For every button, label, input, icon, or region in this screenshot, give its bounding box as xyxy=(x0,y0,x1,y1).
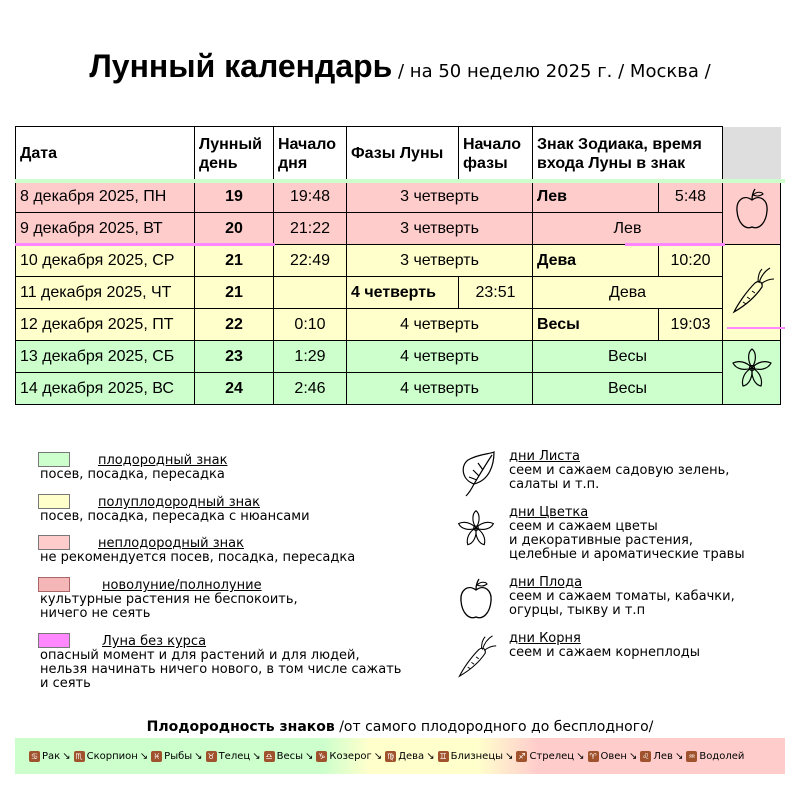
zodiac-sign-item xyxy=(686,751,744,762)
legend-desc: посев, посадка, пересадка xyxy=(40,467,225,482)
zodiac-sign-name: Овен xyxy=(600,750,627,762)
cell-date: 12 декабря 2025, ПТ xyxy=(16,309,195,341)
header-day-start: Начало дня xyxy=(274,127,347,181)
side-flower-cell xyxy=(723,341,781,405)
zodiac-glyph-icon: ♋ xyxy=(30,751,39,761)
void-moon-stripe xyxy=(15,243,275,246)
carrot-icon xyxy=(728,264,776,316)
arrow-icon: ↘ xyxy=(252,750,261,762)
cell-lunar-day: 20 xyxy=(195,213,274,245)
cell-date: 8 декабря 2025, ПН xyxy=(16,181,195,213)
daytype-title: дни Цветка xyxy=(509,505,589,520)
zodiac-sign-name: Весы xyxy=(276,750,303,762)
cell-sign-time: 10:20 xyxy=(659,245,723,277)
zodiac-sign-name: Козерог xyxy=(329,750,372,762)
zodiac-sign-name: Стрелец xyxy=(529,750,575,762)
zodiac-glyph-icon: ♒ xyxy=(688,751,696,761)
arrow-icon: ↘ xyxy=(373,750,383,762)
zodiac-sign-name: Близнецы xyxy=(450,750,504,762)
table-row xyxy=(16,341,781,373)
flower-icon xyxy=(728,346,776,394)
daytype-desc: сеем и сажаем томаты, кабачки, огурцы, тыкву и т.п xyxy=(509,589,735,618)
cell-phase: 3 четверть xyxy=(347,213,533,245)
cell-phase: 3 четверть xyxy=(347,245,533,277)
legend-desc: опасный момент и для растений и для людей, нельзя начинать ничего нового, в том числе сажать и сеять xyxy=(40,648,402,691)
lunar-calendar-table xyxy=(15,126,781,405)
zodiac-glyph-icon: ♎ xyxy=(265,751,273,761)
header-phase-start: Начало фазы xyxy=(459,127,533,181)
daytype-title: дни Корня xyxy=(509,631,581,646)
apple-icon xyxy=(454,576,498,624)
legend-swatch-void xyxy=(38,633,70,648)
table-row xyxy=(16,245,781,277)
cell-sign: Лев xyxy=(533,181,659,213)
header-phase: Фазы Луны xyxy=(347,127,459,181)
zodiac-sign-item xyxy=(640,751,686,762)
zodiac-sign-item xyxy=(29,751,74,762)
arrow-icon: ↘ xyxy=(194,750,203,762)
cell-sign: Весы xyxy=(533,373,723,405)
legend-name: плодородный знак xyxy=(98,453,228,468)
zodiac-glyph-icon: ♉ xyxy=(207,751,215,761)
zodiac-glyph-icon: ♓ xyxy=(153,751,161,761)
header-lunar-day: Лунный день xyxy=(195,127,274,181)
arrow-icon: ↘ xyxy=(62,750,71,762)
legend-name: неплодородный знак xyxy=(98,536,244,551)
header-date: Дата xyxy=(16,127,195,181)
zodiac-sign-name: Рыбы xyxy=(164,750,193,762)
cell-date: 9 декабря 2025, ВТ xyxy=(16,213,195,245)
cell-sign-time: 5:48 xyxy=(659,181,723,213)
zodiac-sign-item xyxy=(438,751,517,762)
cell-lunar-day: 24 xyxy=(195,373,274,405)
arrow-icon: ↘ xyxy=(426,750,435,762)
cell-date: 13 декабря 2025, СБ xyxy=(16,341,195,373)
zodiac-sign-item xyxy=(206,751,264,762)
flower-icon xyxy=(454,506,498,554)
zodiac-sign-name: Скорпион xyxy=(86,750,138,762)
cell-day-start xyxy=(274,277,347,309)
cell-day-start: 1:29 xyxy=(274,341,347,373)
cell-lunar-day: 23 xyxy=(195,341,274,373)
apple-icon xyxy=(732,186,772,234)
zodiac-sign-item xyxy=(516,751,587,762)
zodiac-sign-name: Водолей xyxy=(699,750,745,762)
cell-lunar-day: 21 xyxy=(195,245,274,277)
zodiac-sign-name: Дева xyxy=(398,750,425,762)
legend-desc: посев, посадка, пересадка с нюансами xyxy=(40,509,310,524)
cell-lunar-day: 21 xyxy=(195,277,274,309)
zodiac-sign-item xyxy=(74,751,152,762)
table-row xyxy=(16,309,781,341)
cell-day-start: 0:10 xyxy=(274,309,347,341)
daytype-desc: сеем и сажаем садовую зелень, салаты и т.п. xyxy=(509,463,730,492)
fertility-title: Плодородность знаков /от самого плодородного до бесплодного/ xyxy=(146,719,654,735)
zodiac-sign-item xyxy=(264,751,317,762)
void-moon-stripe xyxy=(727,327,785,329)
cell-lunar-day: 22 xyxy=(195,309,274,341)
zodiac-sign-item xyxy=(588,751,641,762)
legend-desc: культурные растения не беспокоить, ничего не сеять xyxy=(40,592,298,621)
daytype-title: дни Плода xyxy=(509,575,583,590)
daytype-desc: сеем и сажаем корнеплоды xyxy=(509,645,700,660)
cell-day-start: 19:48 xyxy=(274,181,347,213)
cell-lunar-day: 19 xyxy=(195,181,274,213)
zodiac-sign-item xyxy=(316,751,385,762)
void-moon-stripe xyxy=(15,179,785,183)
zodiac-sign-name: Лев xyxy=(653,750,673,762)
page-subtitle: / на 50 неделю 2025 г. / Москва / xyxy=(392,61,711,82)
table-row xyxy=(16,277,781,309)
zodiac-glyph-icon: ♐ xyxy=(518,751,526,761)
arrow-icon: ↘ xyxy=(628,750,638,762)
zodiac-sign-name: Рак xyxy=(42,750,61,762)
header-zodiac: Знак Зодиака, время входа Луны в знак xyxy=(533,127,723,181)
cell-date: 14 декабря 2025, ВС xyxy=(16,373,195,405)
cell-day-start: 21:22 xyxy=(274,213,347,245)
zodiac-glyph-icon: ♊ xyxy=(439,751,447,761)
table-row xyxy=(16,373,781,405)
side-apple-cell xyxy=(723,181,781,245)
carrot-icon xyxy=(454,632,498,680)
arrow-icon: ↘ xyxy=(304,750,314,762)
cell-phase: 4 четверть xyxy=(347,373,533,405)
legend-name: полуплодородный знак xyxy=(98,495,260,510)
legend-swatch-infertile xyxy=(38,535,70,550)
daytype-desc: сеем и сажаем цветы и декоративные растения, целебные и ароматические травы xyxy=(509,519,745,562)
void-moon-stripe xyxy=(625,243,725,246)
zodiac-sign-name: Телец xyxy=(218,750,251,762)
cell-phase: 3 четверть xyxy=(347,181,533,213)
legend-name: Луна без курса xyxy=(102,634,207,649)
arrow-icon: ↘ xyxy=(674,750,684,762)
header-side-cell xyxy=(723,127,781,181)
zodiac-glyph-icon: ♈ xyxy=(589,751,597,761)
cell-sign: Лев xyxy=(533,213,723,245)
cell-date: 10 декабря 2025, СР xyxy=(16,245,195,277)
legend-swatch-fertile xyxy=(38,452,70,467)
legend-name: новолуние/полнолуние xyxy=(102,578,262,593)
cell-sign-time: 19:03 xyxy=(659,309,723,341)
page-header xyxy=(0,48,800,85)
cell-sign: Весы xyxy=(533,341,723,373)
legend-swatch-semi xyxy=(38,494,70,509)
cell-phase: 4 четверть xyxy=(347,341,533,373)
cell-date: 11 декабря 2025, ЧТ xyxy=(16,277,195,309)
legend-swatch-new-full xyxy=(38,577,70,592)
cell-sign: Дева xyxy=(533,245,659,277)
daytype-title: дни Листа xyxy=(509,449,580,464)
cell-day-start: 2:46 xyxy=(274,373,347,405)
zodiac-sign-item xyxy=(385,751,437,762)
arrow-icon: ↘ xyxy=(139,750,149,762)
arrow-icon: ↘ xyxy=(576,750,585,762)
zodiac-glyph-icon: ♏ xyxy=(75,751,83,761)
cell-phase: 4 четверть xyxy=(347,309,533,341)
table-header-row xyxy=(16,127,781,181)
table-row xyxy=(16,213,781,245)
leaf-icon xyxy=(454,450,498,498)
cell-phase: 4 четверть xyxy=(347,277,459,309)
page-title: Лунный календарь xyxy=(89,48,393,84)
zodiac-glyph-icon: ♌ xyxy=(642,751,650,761)
table-row xyxy=(16,181,781,213)
cell-day-start: 22:49 xyxy=(274,245,347,277)
cell-phase-start: 23:51 xyxy=(459,277,533,309)
cell-sign: Дева xyxy=(533,277,723,309)
legend-desc: не рекомендуется посев, посадка, пересадка xyxy=(40,550,356,565)
zodiac-sign-item xyxy=(151,751,205,762)
cell-sign: Весы xyxy=(533,309,659,341)
zodiac-glyph-icon: ♍ xyxy=(387,751,395,761)
arrow-icon: ↘ xyxy=(505,750,514,762)
zodiac-glyph-icon: ♑ xyxy=(318,751,326,761)
fertility-scale xyxy=(15,738,785,774)
